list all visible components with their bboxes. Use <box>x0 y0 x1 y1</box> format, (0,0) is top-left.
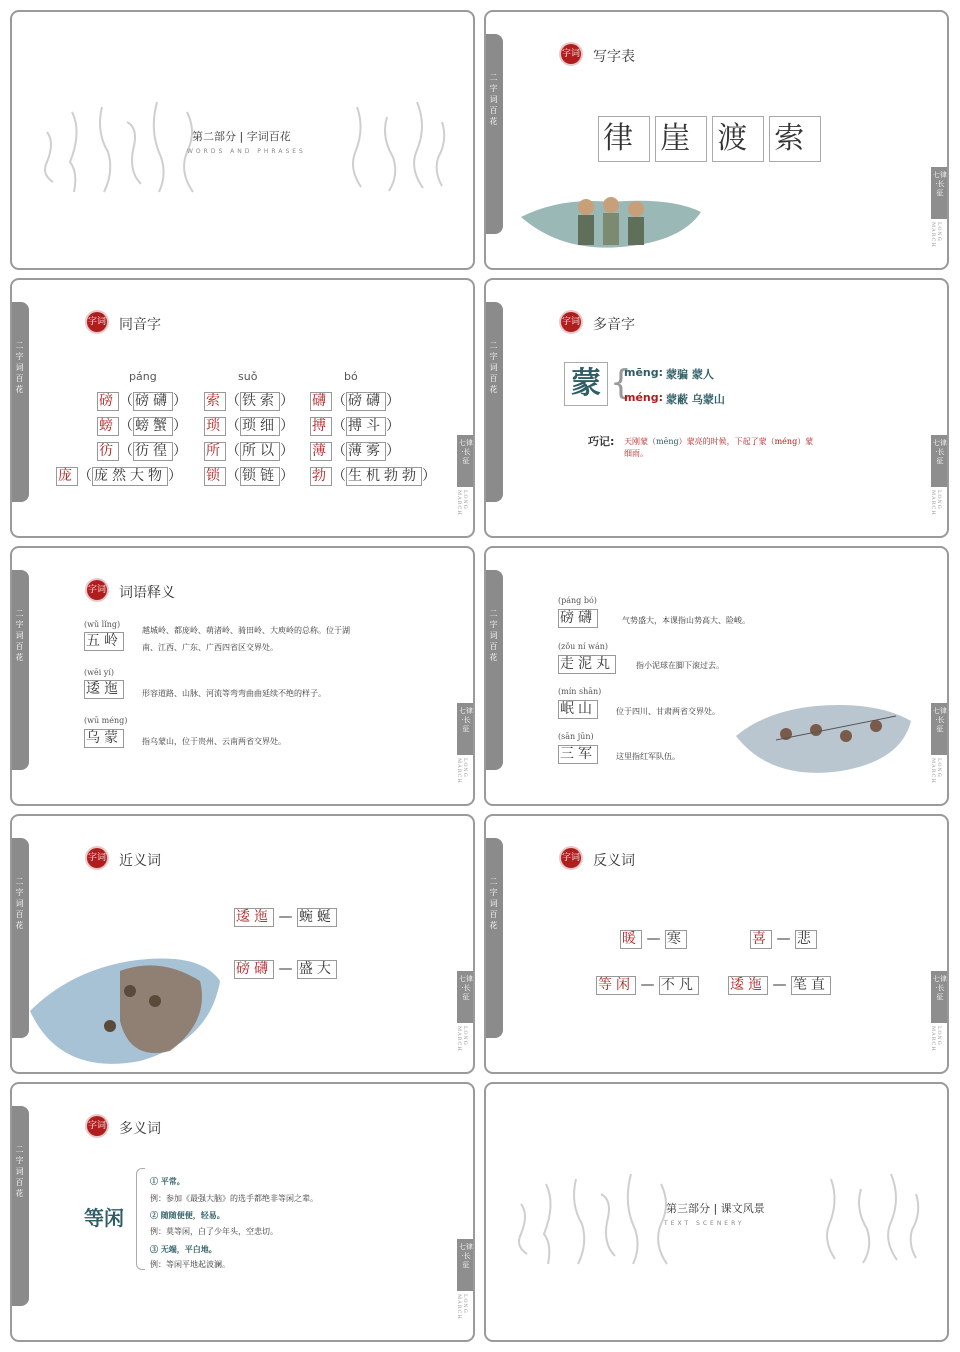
section-title: 第二部分 | 字词百花 <box>192 130 291 143</box>
pinyin-label: páng <box>129 370 157 383</box>
slide-section-two-cover[interactable] <box>10 10 475 270</box>
slide-word-meanings[interactable] <box>10 546 475 806</box>
calligraphy-background <box>27 92 467 202</box>
slide-heading: 反义词 <box>593 853 635 869</box>
homophone-row: 彷 （ 彷徨 ） <box>99 443 187 459</box>
right-tab: 七律·长征 <box>931 971 949 1023</box>
right-sub-label: LONG MARCH <box>456 1026 468 1052</box>
section-badge-icon: 字词 <box>561 848 581 868</box>
reading-1-pinyin: mēng: <box>624 366 664 379</box>
word-pinyin: (páng bó) <box>558 596 597 605</box>
side-tab: 二 字 词 百 花 <box>10 302 29 502</box>
word-box: 三军 <box>560 746 596 762</box>
word-definition: 气势盛大，本课指山势高大、险峻。 <box>622 616 750 625</box>
section-title: 第三部分 | 课文风景 <box>666 1202 765 1215</box>
sense-1: ① 平常。 <box>150 1176 185 1186</box>
synonym-pair: 逶迤 — 蜿蜒 <box>236 909 335 925</box>
right-tab: 七律·长征 <box>931 703 949 755</box>
word-definition: 越城岭、都庞岭、萌渚岭、骑田岭、大庾岭的总称。位于湖 <box>142 626 350 635</box>
homophone-row: 琐 （ 琐细 ） <box>206 418 294 434</box>
section-badge-icon: 字词 <box>87 312 107 332</box>
word-definition: 形容道路、山脉、河流等弯弯曲曲延续不绝的样子。 <box>142 689 326 698</box>
right-sub-label: LONG MARCH <box>930 1026 942 1052</box>
slide-synonyms[interactable] <box>10 814 475 1074</box>
pinyin-label: suǒ <box>238 370 258 383</box>
slide-heading: 写字表 <box>593 49 635 65</box>
word-box: 岷山 <box>560 701 596 717</box>
right-sub-label: LONG MARCH <box>456 1294 468 1320</box>
battle-illustration <box>736 696 916 781</box>
word-box: 逶迤 <box>86 681 122 697</box>
word-definition-cont: 南、江西、广东、广西四省区交界处。 <box>142 643 278 652</box>
word-pinyin: (wū méng) <box>84 716 128 725</box>
pinyin-label: bó <box>344 370 358 383</box>
slide-heading: 近义词 <box>119 853 161 869</box>
char-box: 律 <box>598 116 650 162</box>
sense-1-example: 例：参加《最强大脑》的选手都绝非等闲之辈。 <box>150 1194 318 1203</box>
synonym-pair: 磅礴 — 盛大 <box>236 961 335 977</box>
side-tab: 二 字 词 百 花 <box>484 838 503 1038</box>
calligraphy-strokes <box>501 1164 941 1274</box>
slide-heading: 多义词 <box>119 1121 161 1137</box>
section-badge-icon: 字词 <box>87 1116 107 1136</box>
side-tab: 二 字 词 百 花 <box>484 34 503 234</box>
section-subtitle: TEXT SCENERY <box>664 1220 745 1227</box>
homophone-row: 勃 （ 生机勃勃 ） <box>312 468 436 484</box>
right-sub-label: LONG MARCH <box>930 758 942 784</box>
word-pinyin: (zǒu ní wán) <box>558 642 608 651</box>
word-box: 乌蒙 <box>86 730 122 746</box>
right-tab: 七律·长征 <box>457 971 475 1023</box>
slide-word-meanings-2[interactable] <box>484 546 949 806</box>
word-pinyin: (mín shān) <box>558 687 602 696</box>
tip-label: 巧记: <box>588 435 615 448</box>
side-tab: 二 字 词 百 花 <box>10 570 29 770</box>
calligraphy-strokes <box>27 92 467 202</box>
word-pinyin: (wǔ lǐng) <box>84 620 121 629</box>
slide-heading: 多音字 <box>593 317 635 333</box>
river-crossing-illustration <box>20 941 225 1071</box>
sense-3-example: 例：等闲平地起波澜。 <box>150 1260 230 1269</box>
word-definition: 位于四川、甘肃两省交界处。 <box>616 707 720 716</box>
homophone-row: 庞 （ 庞然大物 ） <box>58 468 182 484</box>
section-badge-icon: 字词 <box>561 312 581 332</box>
sense-3: ③ 无端，平白地。 <box>150 1244 217 1254</box>
right-sub-label: LONG MARCH <box>930 222 942 248</box>
right-sub-label: LONG MARCH <box>456 758 468 784</box>
word-box: 磅礴 <box>560 610 596 626</box>
section-badge-icon: 字词 <box>87 580 107 600</box>
reading-2-words: 蒙蔽 乌蒙山 <box>666 393 725 406</box>
right-tab: 七律·长征 <box>457 435 475 487</box>
slide-heading: 同音字 <box>119 317 161 333</box>
side-tab: 二 字 词 百 花 <box>10 1106 29 1306</box>
slide-heading: 词语释义 <box>119 585 175 601</box>
slide-homophones[interactable] <box>10 278 475 538</box>
side-tab: 二 字 词 百 花 <box>484 570 503 770</box>
brace: { <box>610 363 632 403</box>
char-box: 索 <box>769 116 821 162</box>
tip-text: 天刚蒙（mēng）蒙亮的时候，下起了蒙（méng）蒙 <box>624 437 814 446</box>
slide-polysemy[interactable] <box>10 1082 475 1342</box>
antonym-pair: 逶迤 — 笔直 <box>730 977 829 993</box>
section-badge-icon: 字词 <box>87 848 107 868</box>
antonym-pair: 暖 — 寒 <box>622 931 685 947</box>
slide-polyphones[interactable] <box>484 278 949 538</box>
right-sub-label: LONG MARCH <box>456 490 468 516</box>
right-tab: 七律·长征 <box>931 435 949 487</box>
slide-writing-chars[interactable] <box>484 10 949 270</box>
writing-chars-row <box>598 116 821 162</box>
homophone-row: 锁 （ 锁链 ） <box>206 468 294 484</box>
soldiers-illustration <box>516 177 706 262</box>
slide-antonyms[interactable] <box>484 814 949 1074</box>
side-tab: 二 字 词 百 花 <box>10 838 29 1038</box>
tip-text-cont: 细雨。 <box>624 449 648 458</box>
polyphone-char: 蒙 <box>564 362 608 406</box>
word-definition: 指乌蒙山，位于贵州、云南两省交界处。 <box>142 737 286 746</box>
side-tab: 二 字 词 百 花 <box>484 302 503 502</box>
polysemy-word: 等闲 <box>84 1206 124 1230</box>
calligraphy-background <box>501 1164 941 1274</box>
homophone-row: 薄 （ 薄雾 ） <box>312 443 400 459</box>
right-tab: 七律·长征 <box>457 1239 475 1291</box>
homophone-row: 礴 （ 磅礴 ） <box>312 393 400 409</box>
antonym-pair: 喜 — 悲 <box>752 931 815 947</box>
homophone-row: 索 （ 铁索 ） <box>206 393 294 409</box>
section-badge-icon: 字词 <box>561 44 581 64</box>
char-box: 崖 <box>655 116 707 162</box>
sense-2: ② 随随便便，轻易。 <box>150 1210 225 1220</box>
section-subtitle: WORDS AND PHRASES <box>187 148 306 155</box>
reading-2-pinyin: méng: <box>624 391 664 404</box>
slide-section-three-cover[interactable] <box>484 1082 949 1342</box>
reading-1-words: 蒙骗 蒙人 <box>666 368 714 381</box>
word-box: 走泥丸 <box>560 656 614 672</box>
right-tab: 七律·长征 <box>457 703 475 755</box>
word-definition: 指小泥球在脚下滚过去。 <box>636 661 724 670</box>
homophone-row: 所 （ 所以 ） <box>206 443 294 459</box>
brace <box>136 1168 145 1270</box>
homophone-row: 螃 （ 螃蟹 ） <box>99 418 187 434</box>
right-sub-label: LONG MARCH <box>930 490 942 516</box>
sense-2-example: 例：莫等闲，白了少年头，空悲切。 <box>150 1227 278 1236</box>
homophone-row: 磅 （ 磅礴 ） <box>99 393 187 409</box>
word-definition: 这里指红军队伍。 <box>616 752 680 761</box>
word-pinyin: (wēi yí) <box>84 668 115 677</box>
char-box: 渡 <box>712 116 764 162</box>
right-tab: 七律·长征 <box>931 167 949 219</box>
word-box: 五岭 <box>86 633 122 649</box>
word-pinyin: (sān jūn) <box>558 732 594 741</box>
homophone-row: 搏 （ 搏斗 ） <box>312 418 400 434</box>
antonym-pair: 等闲 — 不凡 <box>598 977 697 993</box>
